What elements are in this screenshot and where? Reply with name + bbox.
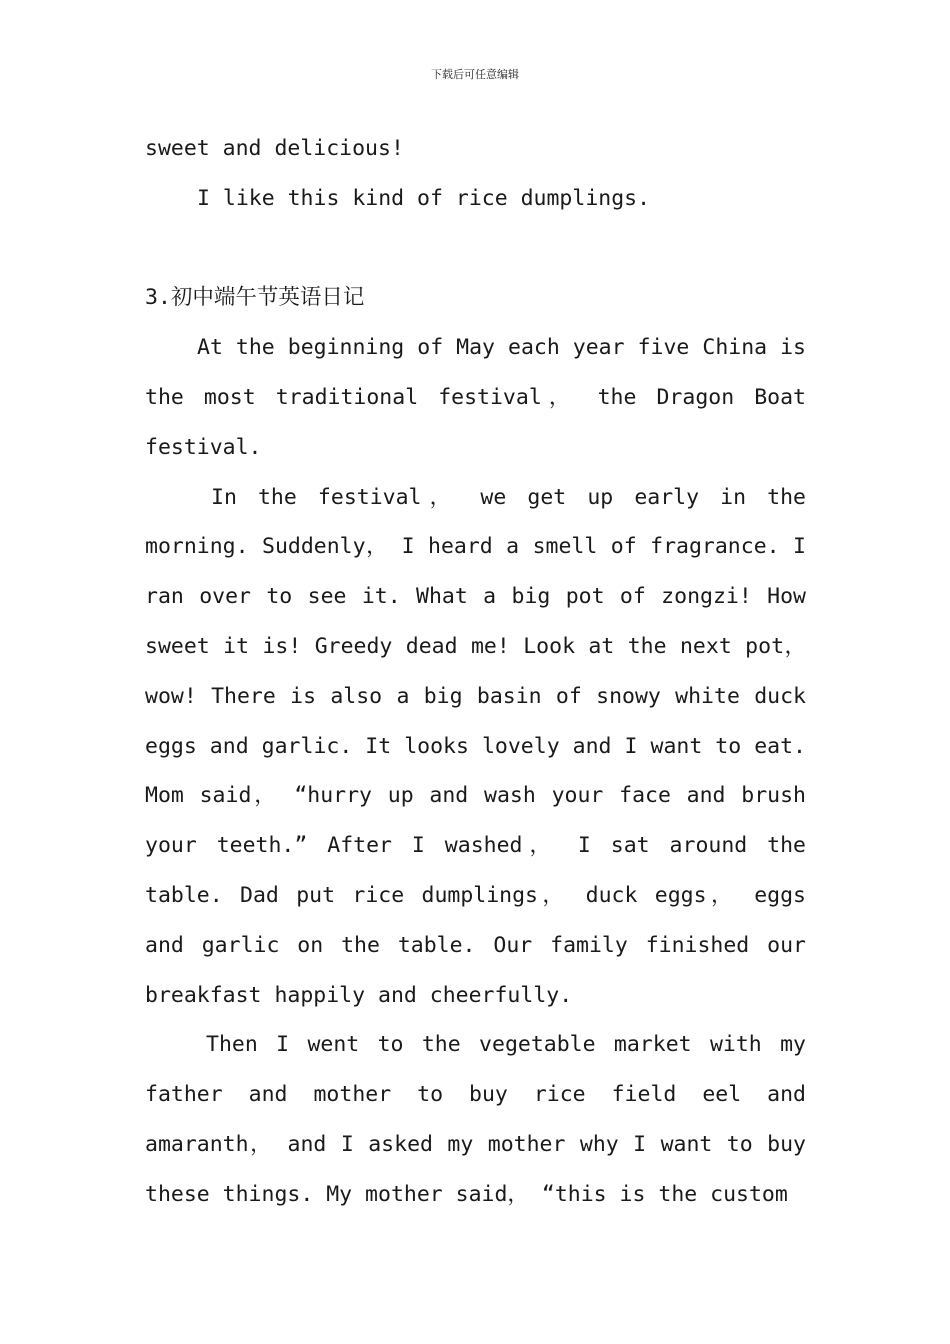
paragraph-continuation: sweet and delicious! [145,136,404,161]
paragraph: In the festival， we get up early in the morning. Suddenly， I heard a smell of fragrance. I ran over to see it. What a big pot of zongzi! How sweet it is! Greedy dead me! Look at the next pot， wow! There is also a big basin of snowy white duck eggs and garlic. It looks lovely and I want to eat. Mom said， “hurry up and wash your face and brush your teeth.” After I washed， I sat around the table. Dad put rice dumplings， duck eggs， eggs and garlic on the table. Our family finished our breakfast happily and cheerfully. [145,484,806,1008]
blank-line [145,224,806,274]
paragraph: Then I went to the vegetable market with my father and mother to buy rice field eel and amaranth， and I asked my mother why I want to buy these things. My mother said， “this is the custom [145,1032,806,1207]
page-header: 下载后可任意编辑 [431,68,519,81]
document-body [145,124,806,1220]
section-heading: 3.初中端午节英语日记 [145,285,365,311]
paragraph: At the beginning of May each year five China is the most traditional festival， the Dragon Boat festival. [145,335,806,460]
paragraph: I like this kind of rice dumplings. [197,185,651,211]
